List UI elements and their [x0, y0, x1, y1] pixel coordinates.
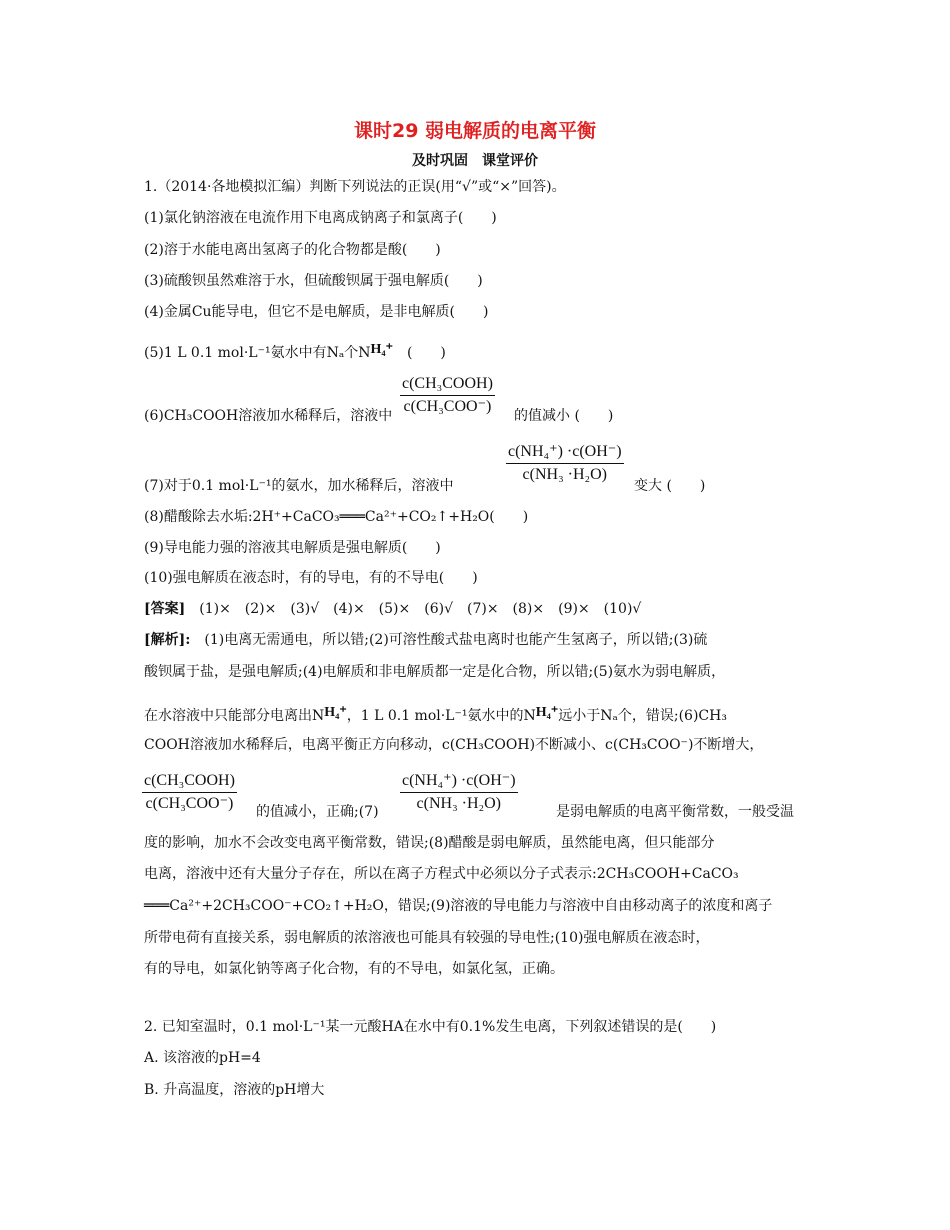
page-title: 课时29 弱电解质的电离平衡: [353, 120, 597, 142]
analysis-line-5a: 的值减小，正确;(7): [256, 804, 379, 820]
question-1-item-1: (1)氯化钠溶液在电流作用下电离成钠离子和氯离子( ): [144, 210, 497, 226]
analysis-fraction-6-denominator: c(CH₃COO⁻): [142, 792, 237, 815]
answer-label: [答案]: [144, 601, 186, 617]
nh4-ion-formula: H₄⁺: [535, 705, 559, 720]
fraction-7: [506, 441, 624, 486]
fraction-7-numerator: c(NH₄⁺) ·c(OH⁻): [508, 443, 622, 460]
question-1-item-8: (8)醋酸除去水垢:2H⁺+CaCO₃═══Ca²⁺+CO₂↑+H₂O( ): [144, 509, 529, 525]
nh4-ion-formula: H₄⁺: [370, 342, 393, 357]
analysis-line-10: 有的导电，如氯化钠等离子化合物，有的不导电，如氯化氢，正确。: [144, 961, 564, 977]
analysis-text-1: (1)电离无需通电，所以错;(2)可溶性酸式盐电离时也能产生氢离子，所以错;(3)硫: [204, 632, 708, 648]
analysis-line-3: [144, 703, 727, 726]
section-subtitle: 及时巩固 课堂评价: [412, 153, 538, 169]
analysis-text-3c: 远小于Nₐ个，错误;(6)CH₃: [558, 708, 727, 724]
analysis-line-8: ═══Ca²⁺+2CH₃COO⁻+CO₂↑+H₂O，错误;(9)溶液的导电能力与溶液中自由移动离子的浓度和离子: [144, 898, 773, 914]
analysis-line-4: COOH溶液加水稀释后，电离平衡正方向移动，c(CH₃COOH)不断减小、c(CH₃COO⁻)不断增大，: [144, 737, 764, 753]
item-5-answer-blank: ( ): [406, 345, 446, 361]
nh4-ion-formula: H₄⁺: [324, 705, 347, 720]
item-5-text: (5)1 L 0.1 mol·L⁻¹氨水中有Nₐ个N: [144, 345, 371, 361]
item-7-tail: 变大 ( ): [634, 478, 706, 494]
analysis-text-3a: 在水溶液中只能部分电离出N: [144, 708, 325, 724]
fraction-6: [400, 373, 495, 418]
question-2-option-b: B. 升高温度，溶液的pH增大: [144, 1082, 325, 1098]
item-6-tail: 的值减小 ( ): [514, 408, 614, 424]
question-1-item-6: (6)CH₃COOH溶液加水稀释后，溶液中: [144, 408, 393, 424]
analysis-label: [解析]:: [144, 632, 191, 648]
question-1-item-5: [144, 340, 446, 363]
question-2-stem: 2. 已知室温时，0.1 mol·L⁻¹某一元酸HA在水中有0.1%发生电离，下列叙述错误的是( ): [144, 1019, 717, 1035]
question-1-item-3: (3)硫酸钡虽然难溶于水，但硫酸钡属于强电解质( ): [144, 273, 483, 289]
analysis-fraction-6: [142, 770, 237, 815]
analysis-fraction-7-numerator: c(NH₄⁺) ·c(OH⁻): [402, 772, 516, 789]
fraction-6-numerator: c(CH₃COOH): [402, 375, 493, 392]
question-1-item-4: (4)金属Cu能导电，但它不是电解质，是非电解质( ): [144, 304, 489, 320]
question-1-item-2: (2)溶于水能电离出氢离子的化合物都是酸( ): [144, 242, 441, 258]
analysis-fraction-6-numerator: c(CH₃COOH): [144, 772, 235, 789]
analysis-line-2: 酸钡属于盐，是强电解质;(4)电解质和非电解质都一定是化合物，所以错;(5)氨水为弱电解质，: [144, 664, 726, 680]
question-2-option-a: A. 该溶液的pH=4: [144, 1050, 261, 1066]
analysis-line-1: [144, 630, 707, 650]
question-1-stem: 1.（2014·各地模拟汇编）判断下列说法的正误(用“√”或“×”回答)。: [144, 179, 566, 195]
analysis-text-3b: ，1 L 0.1 mol·L⁻¹氨水中的N: [346, 708, 536, 724]
analysis-fraction-7-denominator: c(NH₃ ·H₂O): [400, 792, 518, 815]
question-1-item-7: (7)对于0.1 mol·L⁻¹的氨水，加水稀释后，溶液中: [144, 478, 454, 494]
analysis-line-9: 所带电荷有直接关系，弱电解质的浓溶液也可能具有较强的导电性;(10)强电解质在液态时，: [144, 930, 710, 946]
question-1-item-9: (9)导电能力强的溶液其电解质是强电解质( ): [144, 540, 441, 556]
analysis-line-7: 电离，溶液中还有大量分子存在，所以在离子方程式中必须以分子式表示:2CH₃COOH+CaCO₃: [144, 866, 739, 882]
analysis-line-5b: 是弱电解质的电离平衡常数，一般受温: [556, 804, 794, 820]
answer-text: (1)× (2)× (3)√ (4)× (5)× (6)√ (7)× (8)× (9)× (10)√: [199, 601, 642, 617]
question-1-item-10: (10)强电解质在液态时，有的导电，有的不导电( ): [144, 570, 478, 586]
analysis-line-6: 度的影响，加水不会改变电离平衡常数，错误;(8)醋酸是弱电解质，虽然能电离，但只能部分: [144, 835, 715, 851]
analysis-fraction-7: [400, 770, 518, 815]
answer-line: [144, 599, 641, 619]
fraction-6-denominator: c(CH₃COO⁻): [400, 395, 495, 418]
fraction-7-denominator: c(NH₃ ·H₂O): [506, 463, 624, 486]
